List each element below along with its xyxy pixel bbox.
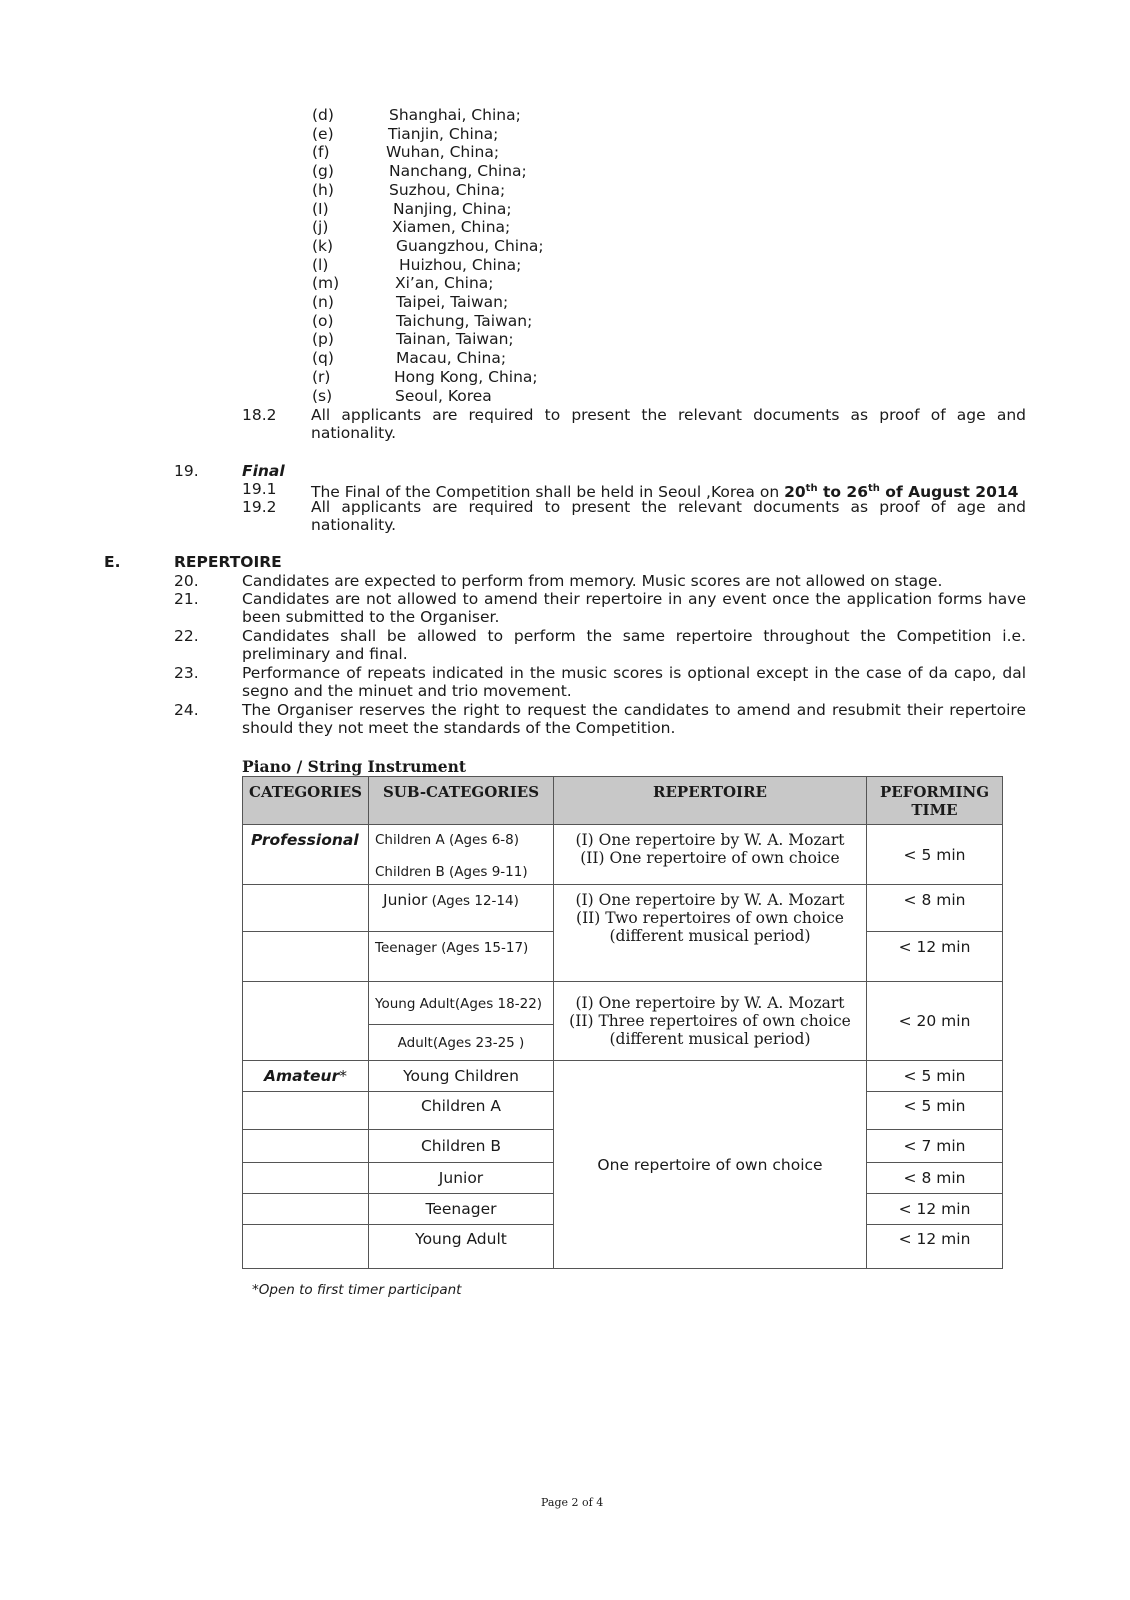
sub-teenager: Teenager (Ages 15-17)	[369, 932, 554, 982]
city-name: Guangzhou, China;	[396, 236, 544, 255]
table-header-row	[243, 777, 1003, 825]
rule-text-line-1: Candidates are not allowed to amend their repertoire in any event once the application forms have	[242, 590, 1026, 608]
sub-amateur: Teenager	[369, 1194, 554, 1225]
city-label: (h)	[312, 180, 334, 199]
rule-text-line-2: segno and the minuet and trio movement.	[242, 682, 572, 700]
time-amateur: < 7 min	[867, 1130, 1003, 1163]
category-empty	[243, 932, 369, 982]
repertoire-amateur: One repertoire of own choice	[554, 1061, 867, 1269]
header-categories: CATEGORIES	[243, 777, 369, 825]
sub-amateur: Junior	[369, 1163, 554, 1194]
section-e-letter: E.	[104, 553, 121, 571]
time-adult: < 20 min	[867, 982, 1003, 1061]
city-name: Suzhou, China;	[389, 180, 506, 199]
rule-number: 21.	[174, 590, 199, 608]
final-date-range: 20th to 26th of August 2014	[784, 483, 1019, 502]
sub-adult: Adult(Ages 23-25 )	[369, 1025, 554, 1061]
sub-amateur: Children A	[369, 1092, 554, 1130]
time-teenager: < 12 min	[867, 932, 1003, 982]
city-name: Taipei, Taiwan;	[396, 293, 509, 311]
clause-19-number: 19.	[174, 462, 199, 480]
city-label: (j)	[312, 218, 329, 237]
sub-children-b: Children B (Ages 9-11)	[375, 864, 528, 880]
city-label: (r)	[312, 367, 331, 386]
rule-text-line-1: Candidates shall be allowed to perform the same repertoire throughout the Competition i.e.	[242, 627, 1026, 645]
time-junior: < 8 min	[867, 885, 1003, 932]
city-label: (d)	[312, 106, 334, 124]
city-label: (g)	[312, 162, 334, 181]
clause-18-2-line-2: nationality.	[311, 424, 397, 442]
repertoire-children: (I) One repertoire by W. A. Mozart (II) One repertoire of own choice	[554, 825, 867, 885]
table-footnote: *Open to first timer participant	[252, 1282, 462, 1298]
rule-text-line-1: The Organiser reserves the right to request the candidates to amend and resubmit their repertoire	[242, 701, 1026, 719]
header-sub-categories: SUB-CATEGORIES	[369, 777, 554, 825]
table-row	[243, 825, 1003, 885]
category-amateur: Amateur*	[243, 1061, 369, 1092]
city-label: (m)	[312, 274, 340, 293]
city-name: Taichung, Taiwan;	[396, 311, 533, 330]
city-label: (e)	[312, 124, 334, 143]
time-amateur: < 8 min	[867, 1163, 1003, 1194]
city-name: Macau, China;	[396, 349, 507, 368]
rule-number: 22.	[174, 627, 199, 645]
city-name: Tainan, Taiwan;	[396, 330, 514, 349]
sub-young-adult: Young Adult(Ages 18-22)	[369, 982, 554, 1025]
city-name: Tianjin, China;	[388, 124, 499, 143]
clause-19-2-number: 19.2	[242, 498, 277, 516]
city-name: Hong Kong, China;	[394, 367, 538, 386]
sub-amateur: Young Children	[369, 1061, 554, 1092]
city-label: (f)	[312, 143, 330, 162]
time-children: < 5 min	[867, 825, 1003, 885]
table-row	[243, 1061, 1003, 1092]
rule-text-line-2: been submitted to the Organiser.	[242, 608, 500, 626]
header-repertoire: REPERTOIRE	[554, 777, 867, 825]
clause-18-2-number: 18.2	[242, 406, 277, 424]
section-e-title: REPERTOIRE	[174, 553, 282, 571]
rule-number: 23.	[174, 664, 199, 682]
city-name: Xi’an, China;	[395, 274, 494, 293]
city-label: (n)	[312, 293, 334, 311]
city-label: (s)	[312, 386, 333, 405]
rule-number: 20.	[174, 572, 199, 590]
clause-19-2-line-2: nationality.	[311, 516, 397, 534]
category-empty	[243, 1163, 369, 1194]
header-performing-time: PEFORMING TIME	[867, 777, 1003, 825]
city-name: Shanghai, China;	[389, 106, 521, 124]
city-name: Nanjing, China;	[393, 199, 512, 218]
city-label: (q)	[312, 349, 334, 368]
category-empty	[243, 885, 369, 932]
sub-amateur: Children B	[369, 1130, 554, 1163]
time-amateur: < 5 min	[867, 1061, 1003, 1092]
repertoire-adult: (I) One repertoire by W. A. Mozart (II) Three repertoires of own choice (different musical period)	[554, 982, 867, 1061]
clause-19-1-number: 19.1	[242, 480, 277, 498]
time-amateur: < 12 min	[867, 1225, 1003, 1269]
clause-19-title: Final	[242, 462, 285, 480]
category-empty	[243, 1092, 369, 1130]
city-label: (l)	[312, 255, 329, 274]
rule-text-line-1: Candidates are expected to perform from memory. Music scores are not allowed on stage.	[242, 572, 943, 590]
time-amateur: < 12 min	[867, 1194, 1003, 1225]
city-name: Wuhan, China;	[386, 143, 500, 162]
rule-text-line-1: Performance of repeats indicated in the music scores is optional except in the case of da capo, dal	[242, 664, 1026, 682]
city-name: Nanchang, China;	[389, 162, 527, 181]
page-footer: Page 2 of 4	[541, 1496, 604, 1509]
clause-19-2-line-1: All applicants are required to present the relevant documents as proof of age and	[311, 498, 1026, 516]
sub-children-a: Children A (Ages 6-8)	[375, 832, 520, 848]
clause-19-1-prefix: The Final of the Competition shall be held in Seoul ,Korea on	[311, 483, 785, 502]
city-label: (p)	[312, 330, 334, 349]
city-label: (I)	[312, 199, 329, 218]
rule-number: 24.	[174, 701, 199, 719]
repertoire-junior-teenager: (I) One repertoire by W. A. Mozart (II) Two repertoires of own choice (different musical period)	[554, 885, 867, 982]
category-empty	[243, 1194, 369, 1225]
repertoire-table	[242, 776, 1003, 1269]
clause-18-2-line-1: All applicants are required to present the relevant documents as proof of age and	[311, 406, 1026, 424]
sub-amateur: Young Adult	[369, 1225, 554, 1269]
city-name: Seoul, Korea	[395, 386, 492, 405]
city-label: (k)	[312, 236, 334, 255]
table-row	[243, 982, 1003, 1025]
time-amateur: < 5 min	[867, 1092, 1003, 1130]
city-name: Xiamen, China;	[392, 218, 511, 237]
rule-text-line-2: should they not meet the standards of the Competition.	[242, 719, 676, 737]
sub-junior: Junior (Ages 12-14)	[369, 885, 554, 932]
category-empty	[243, 1225, 369, 1269]
category-empty	[243, 1130, 369, 1163]
table-caption: Piano / String Instrument	[242, 757, 467, 776]
city-name: Huizhou, China;	[399, 255, 522, 274]
sub-children-a-b	[369, 825, 554, 885]
city-label: (o)	[312, 311, 334, 330]
rule-text-line-2: preliminary and final.	[242, 645, 408, 663]
table-row	[243, 885, 1003, 932]
category-empty	[243, 982, 369, 1061]
category-professional: Professional	[243, 825, 369, 885]
